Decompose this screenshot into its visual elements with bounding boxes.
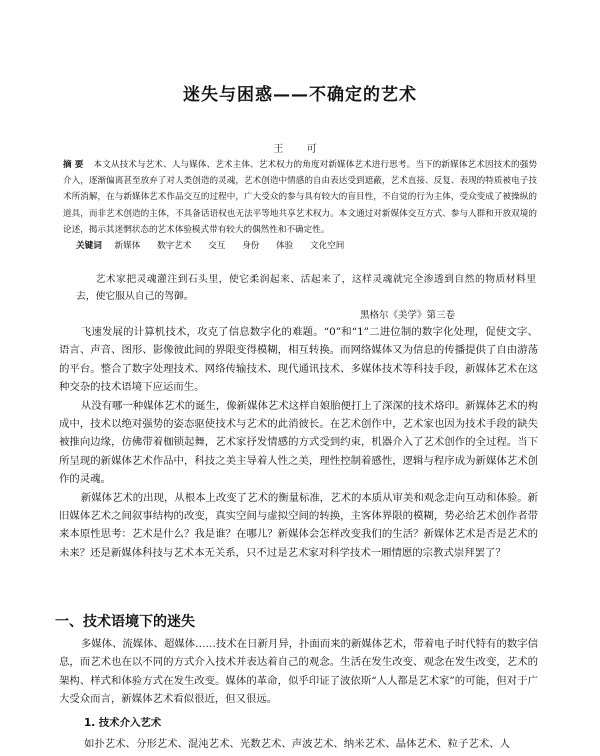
section-heading: 一、技术语境下的迷失: [55, 614, 195, 630]
abstract-label: 摘 要: [63, 160, 84, 170]
paper-title: 迷失与困惑——不确定的艺术: [183, 85, 417, 105]
body-paragraph: 飞速发展的计算机技术，攻克了信息数字化的难题。“0”和“1”二进位制的数字化处理，促使文字、语言、声音、图形、影像彼此间的界限变得模糊，相互转换。而网络媒体又为信息的传播提供了自由游荡的平台。整合了数字处理技术、网络传输技术、现代通讯技术、多媒体技术等科技手段，新媒体艺术在这种交杂的技术语境下应运而生。: [59, 326, 538, 394]
abstract-block: [63, 157, 537, 238]
keywords-block: [76, 238, 536, 254]
body-paragraph: 新媒体艺术的出现，从根本上改变了艺术的衡量标准，艺术的本质从审美和观念走向互动和体验。新旧媒体艺术之间叙事结构的改变，真实空间与虚拟空间的转换，主客体界限的模糊，势必给艺术创作者带来本原性思考：艺术是什么？我是谁？在哪儿？新媒体会怎样改变我们的生活？新媒体艺术是否是艺术的未来？还是新媒体科技与艺术本无关系，只不过是艺术家对科学技术一厢情愿的宗教式崇拜罢了？: [59, 491, 539, 559]
intro-body: [59, 323, 538, 562]
keyword: 体验: [276, 241, 294, 251]
author-name: 王 可: [273, 144, 327, 155]
body-line: 如扑艺术、分形艺术、混沌艺术、光数艺术、声波艺术、纳米艺术、晶体艺术、粒子艺术、人: [84, 738, 511, 750]
keywords-label: 关键词: [76, 241, 102, 251]
body-paragraph: 从没有哪一种媒体艺术的诞生，像新媒体艺术这样自娘胎便打上了深深的技术烙印。新媒体艺术的构成中，技术以绝对强势的姿态驱使技术与艺术的此消彼长。在艺术创作中，艺术家也因为技术手段的缺失被推向边缘，仿佛带着枷锁起舞，艺术家抒发情感的方式受到约束，机器介入了艺术创作的全过程。当下所呈现的新媒体艺术作品中，科技之美主导着人性之美，理性控制着感性，逻辑与程序成为新媒体艺术创作的灵魂。: [59, 399, 539, 486]
body-paragraph: 多媒体、流媒体、超媒体……技术在日新月异，扑面而来的新媒体艺术，带着电子时代特有的数字信息，而艺术也在以不同的方式介入技术并表达着自己的观念。生活在发生改变、观念在发生改变，艺术的架构、样式和体验方式在发生改变。媒体的革命，似乎印证了波依斯“人人都是艺术家”的可能，但对于广大受众而言，新媒体艺术看似很近，但又很远。: [59, 638, 539, 706]
keyword: 新媒体: [114, 241, 141, 251]
section-body: [59, 635, 538, 709]
abstract-text: 本文从技术与艺术、人与媒体、艺术主体、艺术权力的角度对新媒体艺术进行思考。当下的新媒体艺术因技术的强势介入，逐渐偏离甚至放弃了对人类创造的灵魂，艺术创造中情感的自由表达受到遮蔽，艺术直接、反复、表现的特质被电子技术所消解，在与新媒体艺术作品交互的过程中，广大受众的参与具有较大的盲目性，不自觉的行为主体，受众变成了被操纵的道具，而非艺术创造的主体，不具备话语权也无法平等地共享艺术权力。本文通过对新媒体交互方式、参与人群和开放双境的论述，揭示其迷惘状态的艺术体验模式带有较大的偶然性和不确定性。: [63, 160, 537, 235]
keyword: 身份: [242, 241, 260, 251]
epigraph-quote: 艺术家把灵魂灌注到石头里，使它柔润起来、活起来了，这样灵魂就完全渗透到自然的物质材料里去，使它服从自己的驾御。: [76, 274, 536, 302]
keyword: 数字艺术: [157, 241, 192, 251]
keyword: 交互: [208, 241, 226, 251]
keyword: 文化空间: [310, 241, 345, 251]
epigraph-source: 黑格尔《美学》第三卷: [360, 310, 456, 321]
subsection-heading: 1. 技术介入艺术: [84, 717, 162, 729]
